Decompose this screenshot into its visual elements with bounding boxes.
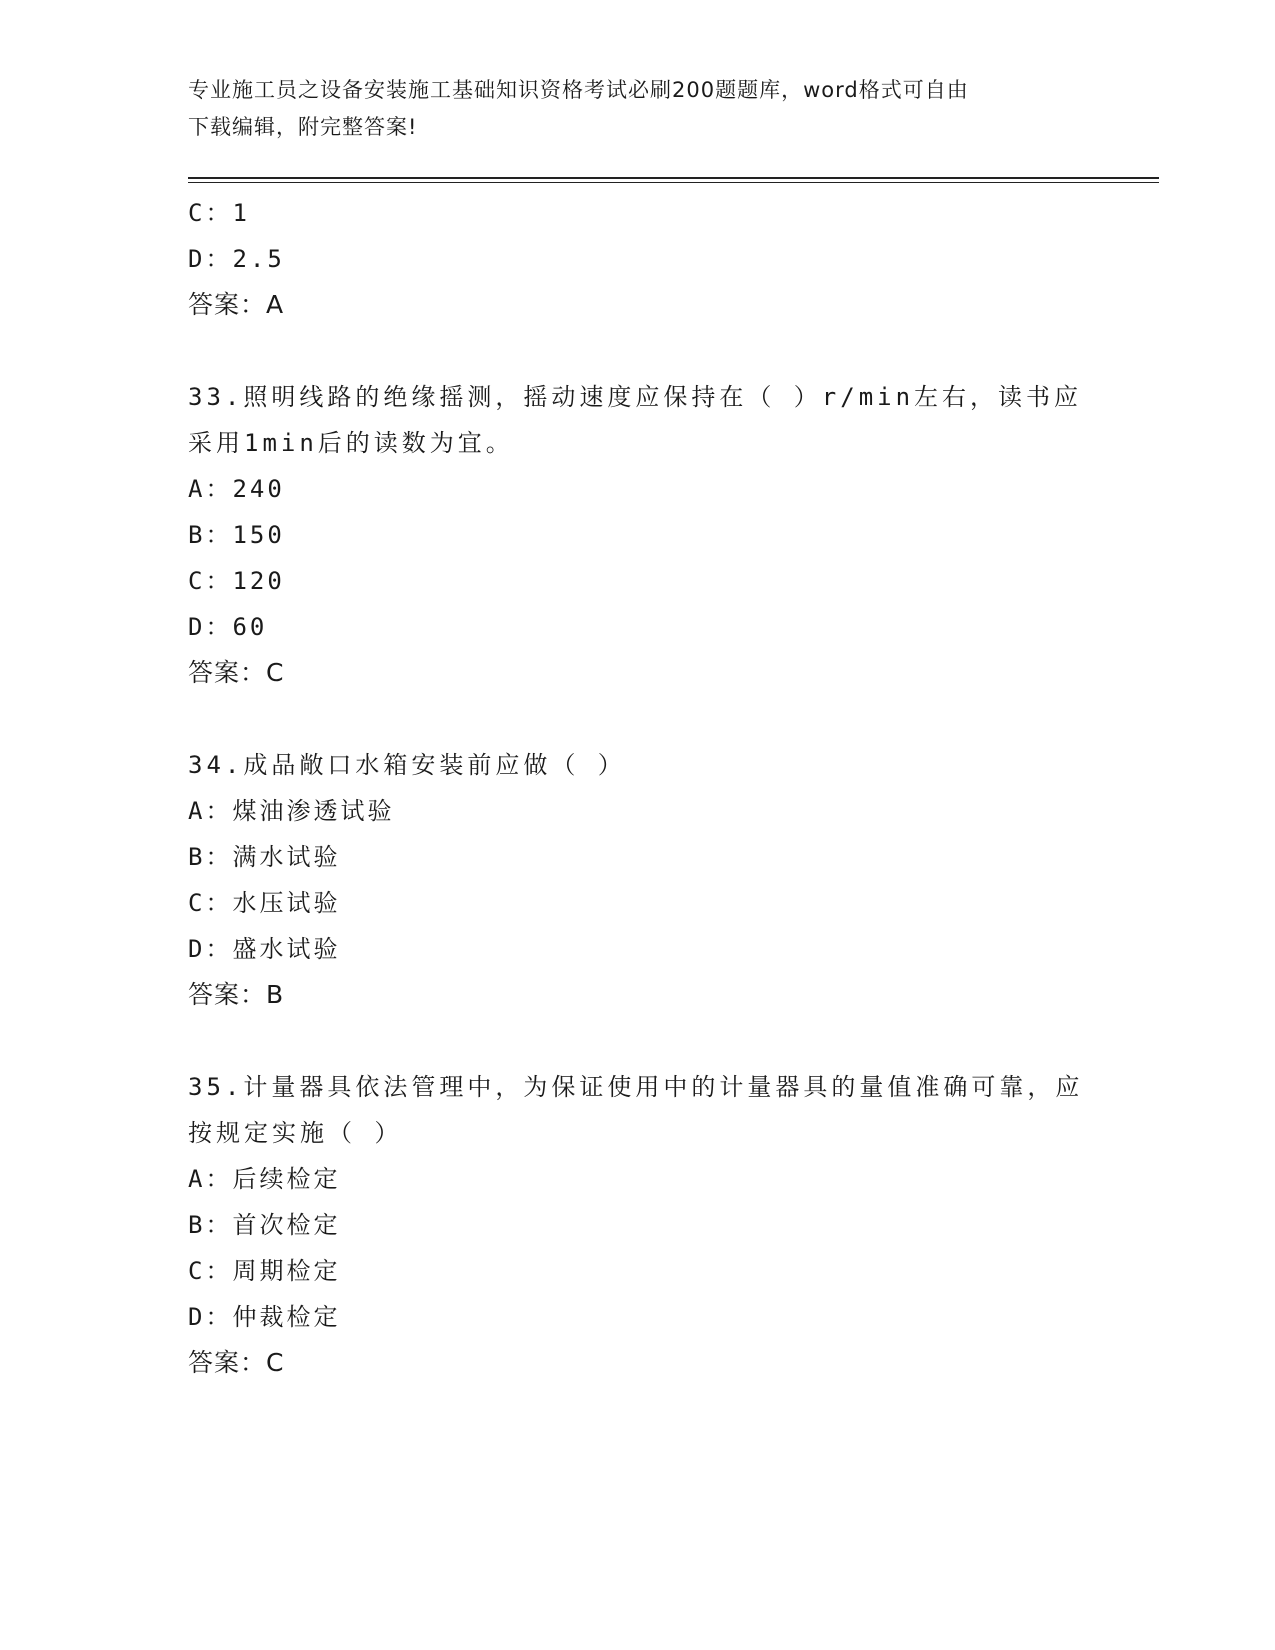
question-list — [188, 190, 1088, 1386]
question-block-33 — [188, 374, 1088, 696]
option-d: D：60 — [188, 613, 268, 641]
spacer — [188, 696, 1088, 742]
option-a: A：后续检定 — [188, 1165, 341, 1193]
option-d: D：盛水试验 — [188, 935, 341, 963]
header-line-1: 专业施工员之设备安装施工基础知识资格考试必刷200题题库，word格式可自由 — [188, 78, 969, 102]
question-block-32 — [188, 190, 1088, 328]
answer: 答案：B — [188, 980, 285, 1009]
document-header — [188, 72, 1078, 146]
answer: 答案：C — [188, 1348, 285, 1377]
answer: 答案：C — [188, 658, 285, 687]
spacer — [188, 1018, 1088, 1064]
option-c: C：1 — [188, 199, 250, 227]
header-line-2: 下载编辑，附完整答案! — [188, 115, 418, 139]
option-b: B：150 — [188, 521, 285, 549]
header-rule-thin — [188, 182, 1159, 183]
option-c: C：水压试验 — [188, 889, 341, 917]
option-d: D：2.5 — [188, 245, 285, 273]
question-block-34 — [188, 742, 1088, 1018]
option-a: A：240 — [188, 475, 285, 503]
question-text: 35.计量器具依法管理中，为保证使用中的计量器具的量值准确可靠，应按规定实施（ ） — [188, 1073, 1084, 1147]
header-rule-thick — [188, 177, 1159, 179]
option-c: C：120 — [188, 567, 285, 595]
question-block-35 — [188, 1064, 1088, 1386]
option-a: A：煤油渗透试验 — [188, 797, 395, 825]
option-d: D：仲裁检定 — [188, 1303, 341, 1331]
option-b: B：首次检定 — [188, 1211, 341, 1239]
option-c: C：周期检定 — [188, 1257, 341, 1285]
question-text: 34.成品敞口水箱安装前应做（ ） — [188, 751, 626, 779]
option-b: B：满水试验 — [188, 843, 341, 871]
spacer — [188, 328, 1088, 374]
question-text: 33.照明线路的绝缘摇测，摇动速度应保持在（ ）r/min左右，读书应采用1min后的读数为宜。 — [188, 383, 1083, 457]
answer: 答案：A — [188, 290, 285, 319]
